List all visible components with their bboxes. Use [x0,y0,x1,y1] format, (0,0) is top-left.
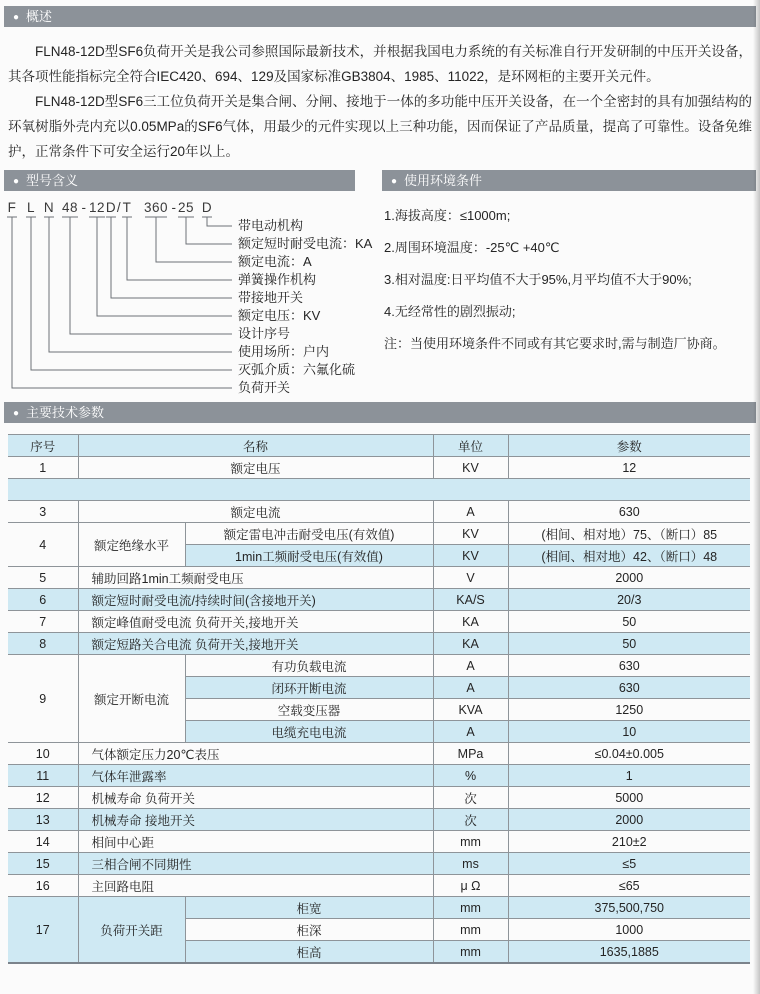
table-row [8,809,750,831]
cell-name: 柜宽 [185,897,433,919]
cell-unit: KVA [433,699,508,721]
table-row [8,567,750,589]
header-name: 名称 [78,435,433,457]
cell-unit: 次 [433,787,508,809]
model-code-label: 额定电流：A [238,254,312,269]
cell-no: 1 [8,457,78,479]
cell-name: 气体额定压力20℃表压 [78,743,433,765]
cell-value: 10 [508,721,750,743]
cell-unit: mm [433,919,508,941]
table-row [8,743,750,765]
model-meaning-column [4,170,382,398]
cell-unit: μ Ω [433,875,508,897]
cell-value: 210±2 [508,831,750,853]
cell-no: 3 [8,501,78,523]
section-title-overview: 概述 [26,9,53,24]
cell-no: 14 [8,831,78,853]
bullet-icon: ● [391,176,398,187]
cell-name: 额定电压 [78,457,433,479]
cell-value: 1000 [508,919,750,941]
cell-group: 额定开断电流 [78,655,185,743]
table-header-row [8,435,750,457]
section-title-model-meaning: 型号含义 [26,173,79,188]
section-header-environment [382,170,756,191]
header-no: 序号 [8,435,78,457]
cell-value: 50 [508,633,750,655]
model-code-label: 带接地开关 [238,290,304,305]
model-code-label: 额定电压：KV [238,308,321,323]
model-code-segments [8,200,213,215]
cell-value: 2000 [508,567,750,589]
model-code-segment: 360 [143,200,169,215]
cell-empty [8,479,750,501]
cell-no: 6 [8,589,78,611]
cell-no: 17 [8,897,78,964]
section-header-overview [4,6,756,27]
cell-unit: ms [433,853,508,875]
cell-value: ≤5 [508,853,750,875]
model-code-segment: N [43,200,55,215]
table-row [8,655,750,677]
cell-name: 额定短路关合电流 负荷开关,接地开关 [78,633,433,655]
cell-unit: A [433,655,508,677]
environment-condition: 1.海拔高度：≤1000m; [384,208,511,223]
cell-name: 主回路电阻 [78,875,433,897]
cell-unit: KA/S [433,589,508,611]
cell-name: 柜高 [185,941,433,964]
cell-name: 相间中心距 [78,831,433,853]
cell-group: 负荷开关距 [78,897,185,964]
cell-unit: KV [433,545,508,567]
model-code-segment: F [7,200,17,215]
environment-condition-note: 注：当使用环境条件不同或有其它要求时,需与制造厂协商。 [384,336,726,351]
overview-paragraph-1: FLN48-12D型SF6负荷开关是我公司参照国际最新技术，并根据我国电力系统的有关标准自行开发研制的中压开关设备，其各项性能指标完全符合IEC420、694、129及国家标准GB3804、1985、11022，是环网柜的主要开关元件。 [8,44,752,84]
cell-no: 10 [8,743,78,765]
model-code-label: 灭弧介质：六氟化硫 [238,362,356,377]
connector-lines [7,217,232,388]
cell-value: 2000 [508,809,750,831]
cell-name: 额定雷电冲击耐受电压(有效值) [185,523,433,545]
cell-unit: % [433,765,508,787]
table-row [8,875,750,897]
model-code-label: 带电动机构 [238,218,304,233]
cell-name: 闭环开断电流 [185,677,433,699]
model-code-diagram [4,196,380,398]
overview-paragraph-2: FLN48-12D型SF6三工位负荷开关是集合闸、分闸、接地于一体的多功能中压开关设备，在一个全密封的具有加强结构的环氧树脂外壳内充以0.05MPa的SF6气体，用最少的元件实现以上三种功能，因而保证了产品质量，提高了可靠性。设备免维护，正常条件下可安全运行20年以上。 [8,94,752,159]
cell-unit: A [433,677,508,699]
model-code-segment: D [105,200,117,215]
section-title-environment: 使用环境条件 [404,173,483,188]
cell-name: 机械寿命 接地开关 [78,809,433,831]
cell-value: 375,500,750 [508,897,750,919]
cell-unit: mm [433,897,508,919]
model-code-segment: 48 [61,200,79,215]
table-row [8,633,750,655]
cell-name: 额定短时耐受电流/持续时间(含接地开关) [78,589,433,611]
table-row [8,765,750,787]
cell-no: 13 [8,809,78,831]
cell-value: 630 [508,677,750,699]
parameters-table [8,434,750,964]
cell-unit: KV [433,523,508,545]
header-value: 参数 [508,435,750,457]
model-code-segment: - [171,200,177,215]
cell-name: 辅助回路1min工频耐受电压 [78,567,433,589]
cell-unit: KA [433,633,508,655]
cell-unit: mm [433,941,508,964]
cell-name: 气体年泄露率 [78,765,433,787]
cell-value: ≤0.04±0.005 [508,743,750,765]
cell-value: 20/3 [508,589,750,611]
environment-condition: 4.无经常性的剧烈振动; [384,304,516,319]
cell-no: 15 [8,853,78,875]
cell-name: 电缆充电电流 [185,721,433,743]
model-code-segment: 25 [177,200,195,215]
model-code-segment: 12 [88,200,106,215]
cell-no: 7 [8,611,78,633]
table-row-empty [8,479,750,501]
cell-unit: mm [433,831,508,853]
environment-condition: 2.周围环境温度：-25℃ +40℃ [384,240,560,255]
table-row [8,523,750,545]
section-header-model-meaning [4,170,355,191]
bullet-icon: ● [13,12,20,23]
cell-unit: V [433,567,508,589]
middle-columns [0,164,760,398]
model-code-segment: D [201,200,213,215]
cell-value: 1 [508,765,750,787]
cell-no: 12 [8,787,78,809]
model-code-label: 使用场所：户内 [238,344,330,359]
cell-name: 三相合闸不同期性 [78,853,433,875]
cell-unit: 次 [433,809,508,831]
model-code-segment: - [81,200,87,215]
overview-text [8,39,752,164]
cell-name: 额定峰值耐受电流 负荷开关,接地开关 [78,611,433,633]
cell-unit: KV [433,457,508,479]
table-row [8,787,750,809]
bullet-icon: ● [13,176,20,187]
cell-value: ≤65 [508,875,750,897]
bullet-icon: ● [13,408,20,419]
table-row [8,853,750,875]
cell-no: 5 [8,567,78,589]
cell-name: 柜深 [185,919,433,941]
cell-value: 630 [508,501,750,523]
cell-name: 额定电流 [78,501,433,523]
environment-condition: 3.相对温度:日平均值不大于95%,月平均值不大于90%; [384,272,692,287]
model-code-label: 弹簧操作机构 [238,272,317,287]
table-row [8,611,750,633]
cell-unit: A [433,501,508,523]
model-code-label: 设计序号 [238,326,291,341]
cell-name: 1min工频耐受电压(有效值) [185,545,433,567]
cell-no: 8 [8,633,78,655]
header-unit: 单位 [433,435,508,457]
cell-value: 5000 [508,787,750,809]
table-row [8,457,750,479]
cell-value: 1250 [508,699,750,721]
cell-value: 630 [508,655,750,677]
cell-value: 1635,1885 [508,941,750,964]
cell-value: 50 [508,611,750,633]
model-code-label: 额定短时耐受电流：KA [238,236,373,251]
cell-unit: KA [433,611,508,633]
environment-conditions-list [382,191,756,360]
cell-group: 额定绝缘水平 [78,523,185,567]
cell-unit: A [433,721,508,743]
model-code-segment: / [116,200,122,215]
cell-no: 4 [8,523,78,567]
section-header-parameters [4,402,756,423]
cell-unit: MPa [433,743,508,765]
cell-value: 12 [508,457,750,479]
cell-no: 11 [8,765,78,787]
cell-name: 空载变压器 [185,699,433,721]
cell-name: 有功负载电流 [185,655,433,677]
environment-column [382,170,756,398]
cell-no: 9 [8,655,78,743]
table-row [8,501,750,523]
model-code-segment: T [122,200,132,215]
table-row [8,589,750,611]
cell-value: (相间、相对地）75、（断口）85 [508,523,750,545]
table-row [8,831,750,853]
cell-no: 16 [8,875,78,897]
section-title-parameters: 主要技术参数 [26,405,105,420]
cell-name: 机械寿命 负荷开关 [78,787,433,809]
model-code-segment: L [26,200,36,215]
cell-value: (相间、相对地）42、（断口）48 [508,545,750,567]
table-row [8,897,750,919]
model-code-labels [238,218,373,395]
model-code-label: 负荷开关 [238,380,291,395]
